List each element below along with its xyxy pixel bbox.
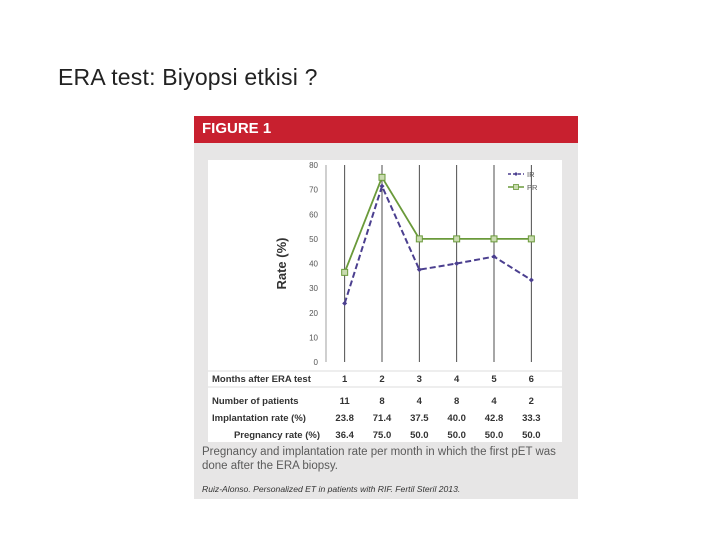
figure-citation: Ruiz-Alonso. Personalized ET in patients with RIF. Fertil Steril 2013. [202, 484, 461, 494]
data-point-pr [491, 236, 497, 242]
data-point-pr [528, 236, 534, 242]
figure-label: FIGURE 1 [202, 120, 272, 137]
y-axis-title: Rate (%) [274, 237, 289, 290]
figure-card [194, 116, 578, 499]
slide-title: ERA test: Biyopsi etkisi ? [58, 64, 318, 90]
figure-header [194, 116, 578, 143]
y-tick-label: 10 [309, 333, 318, 343]
y-tick-label: 20 [309, 308, 318, 318]
plot-panel [208, 160, 562, 442]
line-chart [208, 160, 562, 442]
table-cell: 42.8 [484, 413, 504, 424]
y-tick-label: 40 [309, 259, 318, 269]
data-point-ir [529, 277, 534, 282]
y-tick-label: 70 [309, 185, 318, 195]
table-cell: 50.0 [447, 430, 466, 441]
table-cell: 11 [339, 396, 350, 407]
data-point-ir [342, 301, 347, 306]
data-point-ir [380, 184, 385, 189]
table-row-label: Implantation rate (%) [212, 413, 306, 424]
data-point-pr [416, 236, 422, 242]
table-cell: 4 [491, 396, 497, 407]
data-point-pr [454, 236, 460, 242]
table-cell: 36.4 [335, 430, 354, 441]
table-cell: 2 [528, 396, 534, 407]
table-cell: 37.5 [410, 413, 429, 424]
table-cell: 71.4 [372, 413, 392, 424]
table-cell: 4 [416, 396, 422, 407]
table-cell: 75.0 [372, 430, 392, 441]
y-tick-label: 30 [309, 284, 318, 294]
table-row-label: Pregnancy rate (%) [233, 430, 320, 441]
x-axis-title: Months after ERA test [212, 374, 311, 385]
y-tick-label: 0 [313, 358, 318, 367]
table-cell: 50.0 [522, 430, 541, 441]
data-point-pr [342, 269, 348, 275]
table-cell: 8 [454, 396, 460, 407]
table-cell: 50.0 [484, 430, 504, 441]
table-cell: 23.8 [335, 413, 354, 424]
legend-marker [514, 185, 519, 190]
legend-marker [514, 172, 518, 176]
x-tick-label: 3 [416, 374, 422, 385]
y-tick-label: 60 [309, 210, 318, 220]
table-row-label: Number of patients [212, 396, 299, 407]
data-point-pr [379, 174, 385, 180]
x-tick-label: 1 [342, 374, 348, 385]
x-tick-label: 5 [491, 374, 497, 385]
y-tick-label: 50 [309, 234, 318, 244]
x-tick-label: 2 [379, 374, 385, 385]
table-cell: 8 [379, 396, 385, 407]
x-tick-label: 4 [454, 374, 460, 385]
legend-label-pr: PR [527, 183, 538, 192]
series-line-ir [345, 186, 532, 303]
table-cell: 50.0 [410, 430, 429, 441]
data-point-ir [454, 261, 459, 266]
table-cell: 33.3 [522, 413, 541, 424]
series-line-pr [345, 177, 532, 272]
y-tick-label: 80 [309, 161, 318, 170]
figure-caption: Pregnancy and implantation rate per month in which the first pET was done after the ERA biopsy. [202, 446, 556, 472]
table-cell: 40.0 [447, 413, 466, 424]
legend-label-ir: IR [527, 170, 535, 179]
x-tick-label: 6 [528, 374, 534, 385]
